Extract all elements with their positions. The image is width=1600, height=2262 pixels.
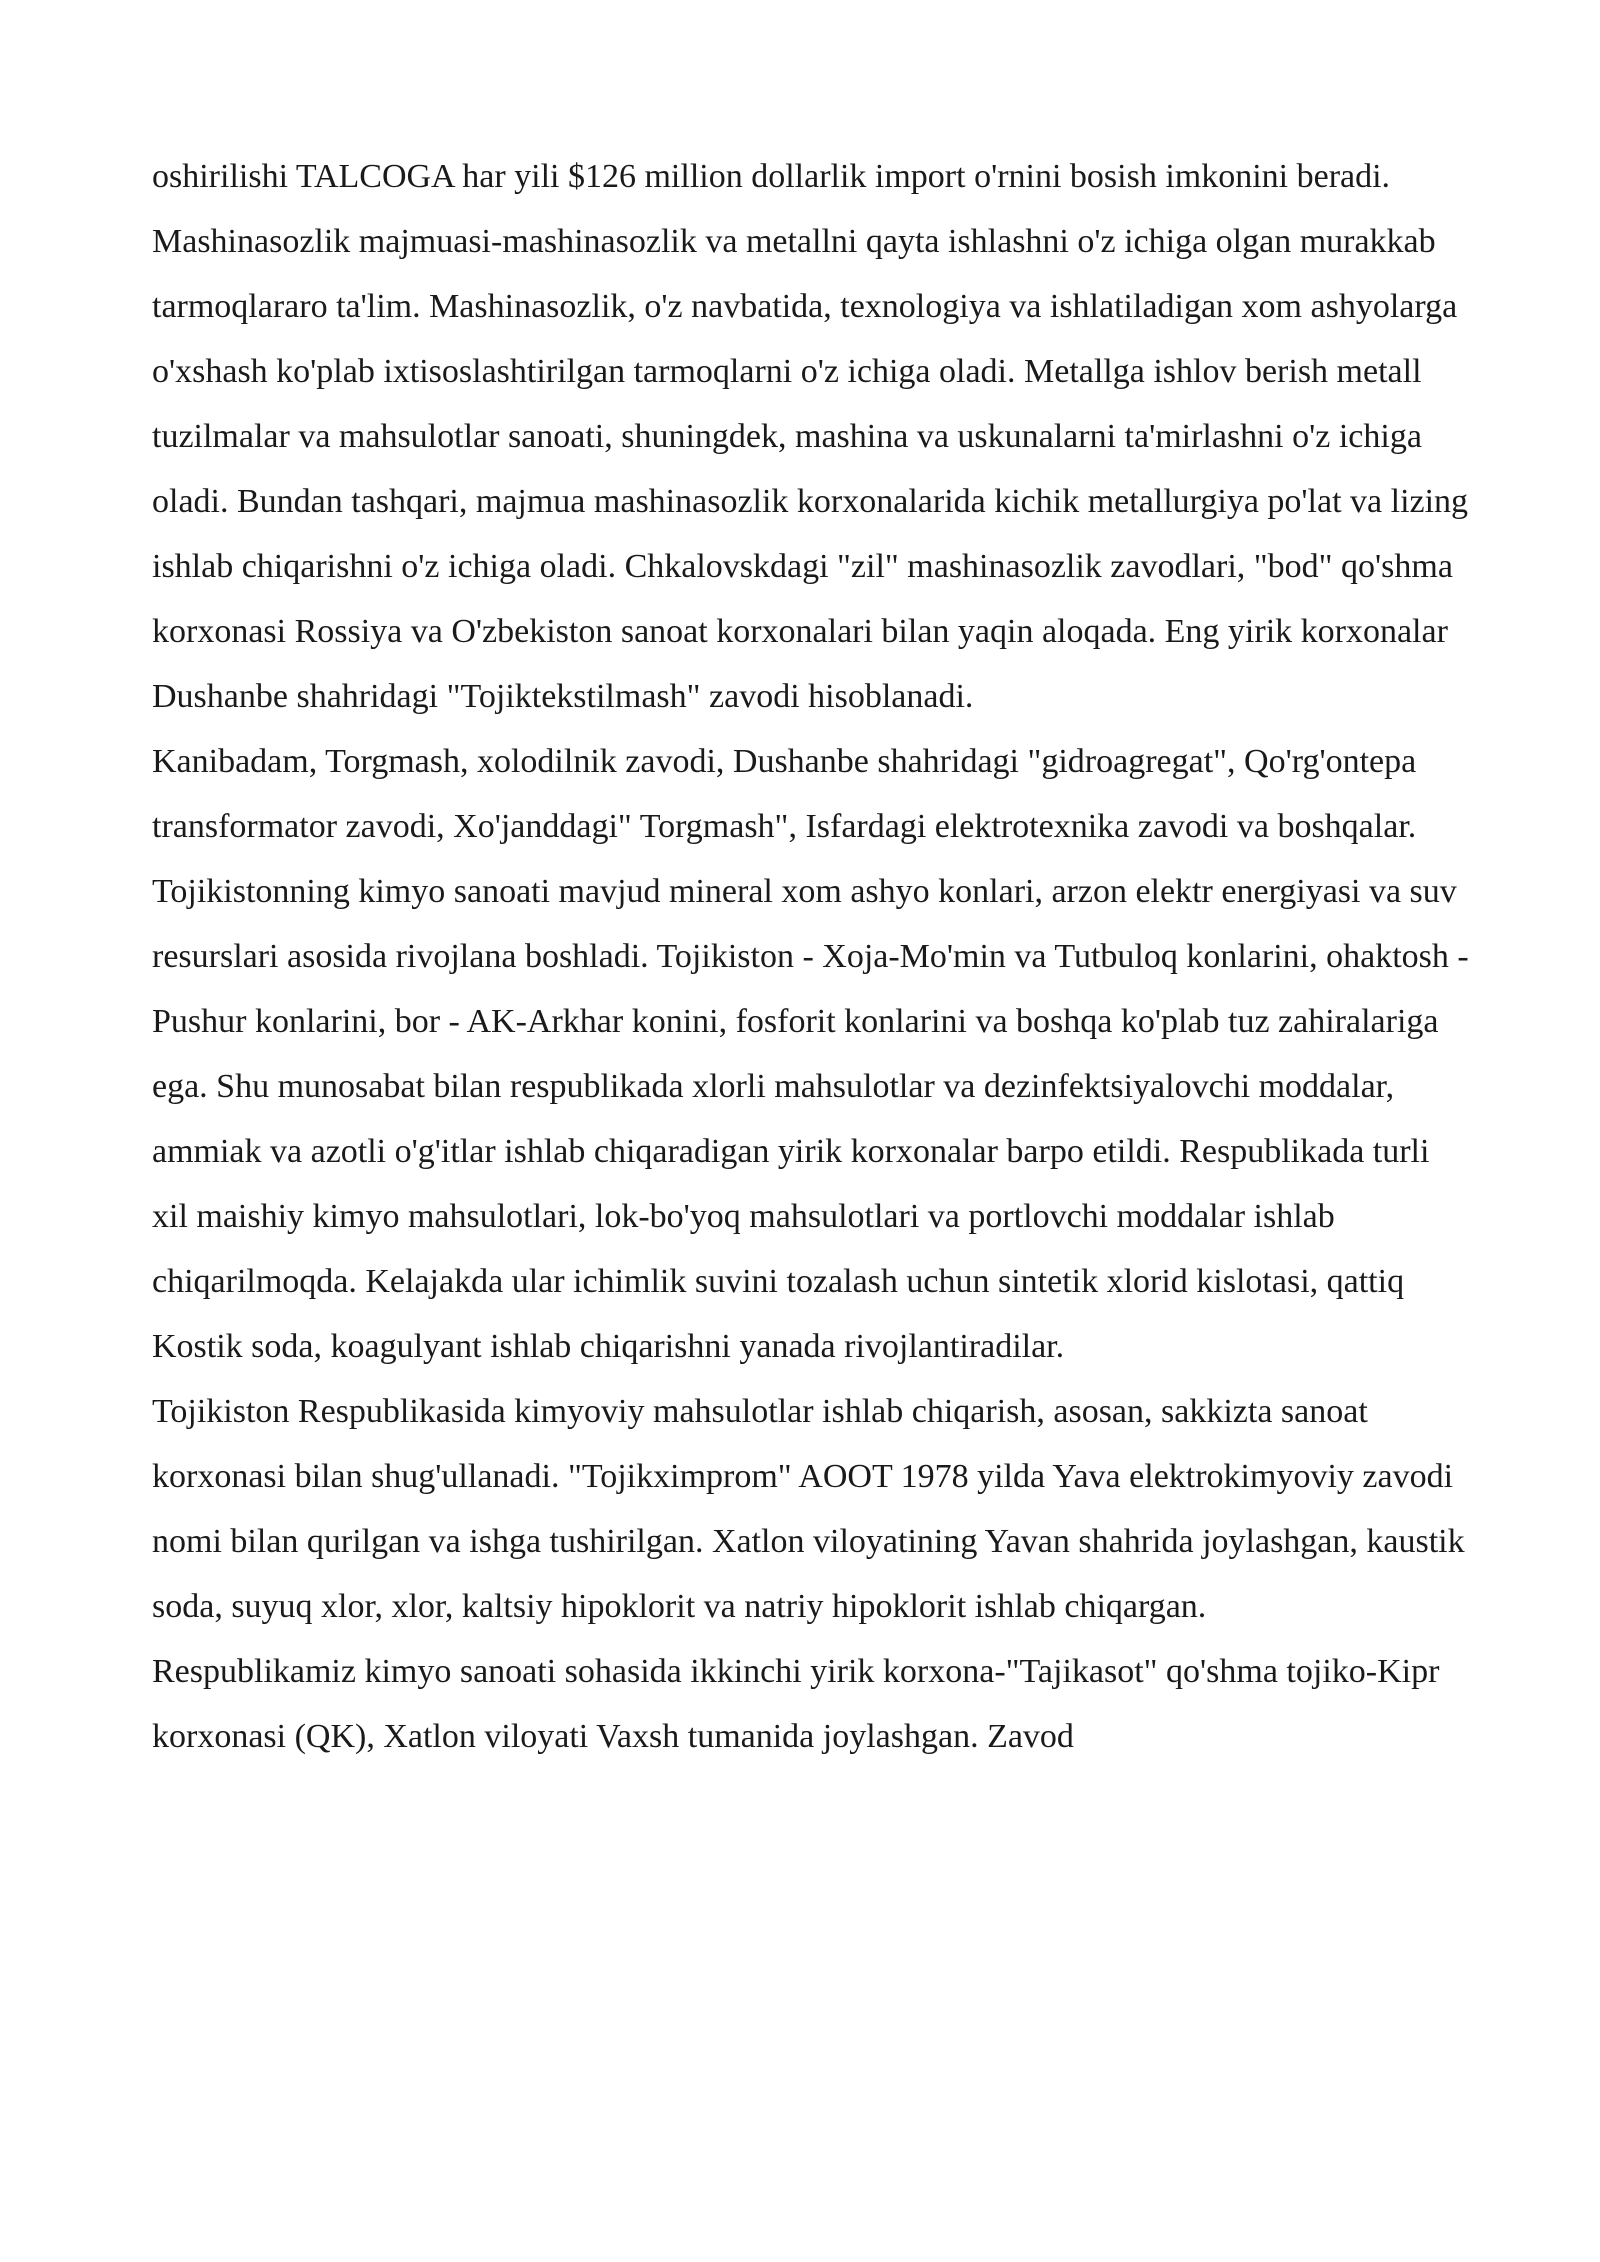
paragraph: Tojikistonning kimyo sanoati mavjud mineral xom ashyo konlari, arzon elektr energiyasi va suv resurslari asosida rivojlana boshladi. Tojikiston - Xoja-Mo'min va Tutbuloq konlarini, ohaktosh - Pushur konlarini, bor - AK-Arkhar konini, fosforit konlarini va boshqa ko'plab tuz zahiralariga ega. Shu munosabat bilan respublikada xlorli mahsulotlar va dezinfektsiyalovchi moddalar, ammiak va azotli o'g'itlar ishlab chiqaradigan yirik korxonalar barpo etildi. Respublikada turli xil maishiy kimyo mahsulotlari, lok-bo'yoq mahsulotlari va portlovchi moddalar ishlab chiqarilmoqda. Kelajakda ular ichimlik suvini tozalash uchun sintetik xlorid kislotasi, qattiq Kostik soda, koagulyant ishlab chiqarishni yanada rivojlantiradilar.	[152, 873, 1469, 1365]
document-body	[152, 144, 1472, 1769]
paragraph: oshirilishi TALCOGA har yili $126 million dollarlik import o'rnini bosish imkonini beradi.	[152, 158, 1391, 195]
paragraph: Tojikiston Respublikasida kimyoviy mahsulotlar ishlab chiqarish, asosan, sakkizta sanoat korxonasi bilan shug'ullanadi. "Tojikximprom" AOOT 1978 yilda Yava elektrokimyoviy zavodi nomi bilan qurilgan va ishga tushirilgan. Xatlon viloyatining Yavan shahrida joylashgan, kaustik soda, suyuq xlor, xlor, kaltsiy hipoklorit va natriy hipoklorit ishlab chiqargan.	[152, 1393, 1465, 1625]
paragraph: Kanibadam, Torgmash, xolodilnik zavodi, Dushanbe shahridagi "gidroagregat", Qo'rg'ontepa transformator zavodi, Xo'janddagi" Torgmash", Isfardagi elektrotexnika zavodi va boshqalar.	[152, 743, 1417, 845]
paragraph: Mashinasozlik majmuasi-mashinasozlik va metallni qayta ishlashni o'z ichiga olgan murakkab tarmoqlararo ta'lim. Mashinasozlik, o'z navbatida, texnologiya va ishlatiladigan xom ashyolarga o'xshash ko'plab ixtisoslashtirilgan tarmoqlarni o'z ichiga oladi. Metallga ishlov berish metall tuzilmalar va mahsulotlar sanoati, shuningdek, mashina va uskunalarni ta'mirlashni o'z ichiga oladi. Bundan tashqari, majmua mashinasozlik korxonalarida kichik metallurgiya po'lat va lizing ishlab chiqarishni o'z ichiga oladi. Chkalovskdagi "zil" mashinasozlik zavodlari, "bod" qo'shma korxonasi Rossiya va O'zbekiston sanoat korxonalari bilan yaqin aloqada. Eng yirik korxonalar Dushanbe shahridagi "Tojiktekstilmash" zavodi hisoblanadi.	[152, 223, 1469, 715]
paragraph: Respublikamiz kimyo sanoati sohasida ikkinchi yirik korxona-"Tajikasot" qo'shma tojiko-Kipr korxonasi (QK), Xatlon viloyati Vaxsh tumanida joylashgan. Zavod	[152, 1653, 1440, 1755]
